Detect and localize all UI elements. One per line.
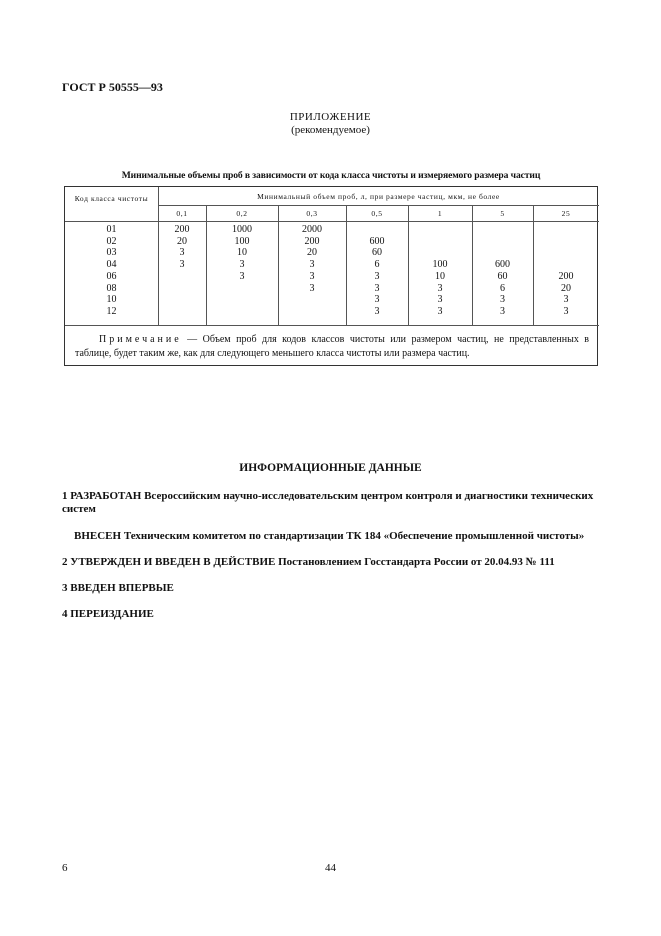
size-header: 0,2 bbox=[236, 209, 248, 218]
size-header: 0,5 bbox=[371, 209, 383, 218]
info-lead: 1 РАЗРАБОТАН bbox=[62, 490, 142, 502]
info-lead: 2 УТВЕРЖДЕН И ВВЕДЕН В ДЕЙСТВИЕ bbox=[62, 556, 276, 568]
info-item-introduced bbox=[74, 530, 604, 543]
size-header: 1 bbox=[437, 209, 443, 218]
page-number-center: 44 bbox=[325, 862, 336, 874]
size-header: 0,3 bbox=[306, 209, 318, 218]
column-header-volume: Минимальный объем проб, л, при размере частиц, мкм, не более bbox=[257, 192, 500, 201]
size-header: 25 bbox=[561, 209, 571, 218]
info-item-first-introduced: 3 ВВЕДЕН ВПЕРВЫЕ bbox=[62, 582, 174, 594]
value-column: 200 20 3 3 bbox=[558, 270, 574, 317]
column-header-code: Код класса чистоты bbox=[74, 194, 149, 203]
value-column: 2000 200 20 3 3 3 bbox=[302, 224, 322, 294]
value-column: 100 10 3 3 3 bbox=[432, 259, 448, 317]
info-section-title: ИНФОРМАЦИОННЫЕ ДАННЫЕ bbox=[239, 462, 422, 474]
value-column: 600 60 6 3 3 bbox=[495, 259, 510, 317]
appendix-subtitle: (рекомендуемое) bbox=[291, 124, 370, 136]
size-header: 5 bbox=[500, 209, 505, 218]
info-item-developed bbox=[62, 490, 602, 516]
info-item-approved bbox=[62, 556, 602, 569]
note-label: Примечание bbox=[99, 334, 182, 345]
info-text: Техническим комитетом по стандартизации ТК 184 «Обеспечение промышленной чистоты» bbox=[121, 530, 585, 542]
note-text: — Объем проб для кодов классов чистоты или размером частиц, не представленных в таблице, будет таким же, как для следующего меньшего класса чистоты или размера частиц. bbox=[75, 334, 589, 359]
page-number-left: 6 bbox=[62, 862, 68, 874]
info-text: Всероссийским научно-исследовательским центром контроля и диагностики технических систем bbox=[62, 490, 594, 515]
size-header: 0,1 bbox=[176, 209, 188, 218]
info-item-reissue: 4 ПЕРЕИЗДАНИЕ bbox=[62, 608, 154, 620]
table-title: Минимальные объемы проб в зависимости от кода класса чистоты и измеряемого размера частиц bbox=[121, 170, 541, 181]
value-column: 1000 100 10 3 3 bbox=[232, 224, 252, 282]
code-column: 01 02 03 04 06 08 10 12 bbox=[106, 224, 117, 317]
appendix-title: ПРИЛОЖЕНИЕ bbox=[289, 111, 372, 123]
value-column: 600 60 6 3 3 3 3 bbox=[369, 235, 385, 317]
info-lead: ВНЕСЕН bbox=[74, 530, 122, 542]
value-column: 200 20 3 3 bbox=[174, 224, 190, 271]
sample-volume-table bbox=[64, 186, 598, 366]
document-code: ГОСТ Р 50555—93 bbox=[62, 80, 163, 94]
info-text: Постановлением Госстандарта России от 20.04.93 № 111 bbox=[275, 556, 555, 568]
table-note bbox=[75, 333, 589, 361]
